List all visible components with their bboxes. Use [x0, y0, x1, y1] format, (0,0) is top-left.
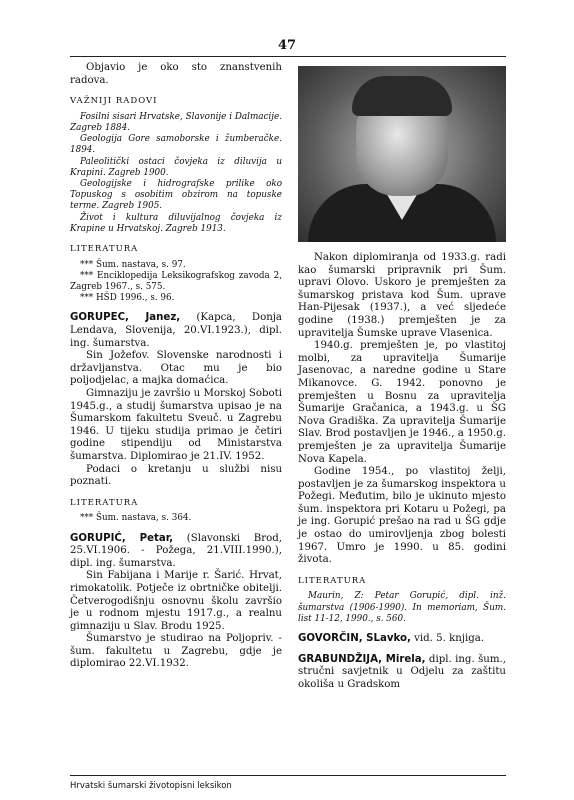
entry-bio: dipl. ing. šum., stručni savjetnik u Odjelu za zaštitu okoliša u Gradskom	[298, 653, 506, 690]
literature-item: *** HŠD 1996., s. 96.	[80, 293, 175, 304]
entry-paragraph: Sin Fabijana i Marije r. Šarić. Hrvat, rimokatolik. Potječe iz obrtničke obitelji. Četverogodišnju osnovnu školu završio je u rodnom mjestu 1917.g., a realnu gimnaziju u Slav. Brodu 1925.	[70, 570, 282, 632]
entry-grabundzija	[298, 654, 506, 692]
entry-paragraph: Podaci o kretanju u službi nisu poznati.	[70, 463, 282, 488]
entry-paragraph: Nakon diplomiranja od 1933.g. radi kao šumarski pripravnik pri Šum. upravi Olovo. Uskoro je premješten za šumarskog pristava kod Šum. uprave Han-Pijesak (1937.), a već sljedeće godine (1938.) premješten je za upravitelja Šumske uprave Vlasenica.	[298, 252, 506, 339]
literature-item: *** Šum. nastava, s. 97.	[80, 259, 186, 270]
work-item: Geologijske i hidrografske prilike oko Topuskog s osobitim obzirom na topuske terme. Zagreb 1905.	[70, 179, 282, 212]
right-column	[298, 62, 506, 691]
literature-item: *** Enciklopedija Leksikografskog zavoda 2, Zagreb 1967., s. 575.	[70, 270, 282, 293]
top-rule	[70, 56, 506, 57]
entry-name: GORUPEC, Janez,	[70, 312, 181, 324]
literature-item: Maurin, Z: Petar Gorupić, dipl. inž. šumarstva (1906-1990). In memoriam, Šum. list 11-12, 1990., s. 560.	[298, 591, 506, 624]
literature-heading: LITERATURA	[70, 497, 139, 508]
intro-text: Objavio je oko sto znanstvenih radova.	[70, 62, 282, 86]
work-item: Paleolitički ostaci čovjeka iz diluvija u Krapini. Zagreb 1900.	[70, 156, 282, 178]
entry-paragraph: Gimnaziju je završio u Morskoj Soboti 1945.g., a studij šumarstva upisao je na Šumarskom fakultetu Sveuč. u Zagrebu 1946. U tijeku studija primao je četiri godine stipendiju od Ministarstva šumarstva. Diplomirao je 21.IV. 1952.	[70, 387, 282, 462]
work-item: Život i kultura diluvijalnog čovjeka iz Krapine u Hrvatskoj. Zagreb 1913.	[70, 212, 282, 234]
entry-bio: (Kapca, Donja Lendava, Slovenija, 20.VI.1923.), dipl. ing. šumarstva.	[70, 312, 282, 349]
literature-item: *** Šum. nastava, s. 364.	[80, 513, 192, 524]
works-heading: VAŽNIJI RADOVI	[70, 96, 158, 107]
entry-paragraph: Godine 1954., po vlastitoj želji, postavljen je za šumarskog inspektora u Požegi. Međutim, bilo je ukinuto mjesto šum. inspektora pri Kotaru u Požegi, pa je ing. Gorupić prešao na rad u ŠG gdje je ostao do umirovljenja zbog bolesti 1967. Umro je 1990. u 85. godini života.	[298, 466, 506, 566]
work-item: Geologija Gore samoborske i žumberačke. 1894.	[70, 134, 282, 156]
literature-heading: LITERATURA	[70, 244, 139, 255]
entry-bio: vid. 5. knjiga.	[414, 633, 485, 645]
left-column	[70, 62, 282, 671]
entry-govorcin	[298, 633, 506, 646]
entry-gorupic	[70, 533, 282, 571]
work-item: Fosilni sisari Hrvatske, Slavonije i Dalmacije. Zagreb 1884.	[70, 111, 282, 133]
portrait-photo	[298, 66, 506, 242]
entry-name: GORUPIĆ, Petar,	[70, 532, 174, 544]
entry-paragraph: Šumarstvo je studirao na Poljopriv. - šum. fakultetu u Zagrebu, gdje je diplomirao 22.VI.1932.	[70, 633, 282, 670]
entry-bio: (Slavonski Brod, 25.VI.1906. - Požega, 21.VIII.1990.), dipl. ing. šumarstva.	[70, 532, 282, 569]
bottom-rule	[70, 775, 506, 776]
literature-heading: LITERATURA	[298, 575, 367, 586]
entry-paragraph: 1940.g. premješten je, po vlastitoj molbi, za upravitelja Šumarije Jasenovac, a naredne godine u Stare Mikanovce. G. 1942. ponovno je premješten u Bosnu za upravitelja Šumarije Gračanica, a 1943.g. u ŠG Nova Gradiška. Za upravitelja Šumarije Slav. Brod postavljen je 1946., a 1950.g. premješten je za upravitelja Šumarije Nova Kapela.	[298, 340, 506, 465]
entry-name: GRABUNDŽIJA, Mirela,	[298, 653, 426, 665]
entry-name: GOVORČIN, SLavko,	[298, 633, 411, 645]
footer-text: Hrvatski šumarski životopisni leksikon	[70, 781, 232, 791]
entry-gorupec	[70, 312, 282, 350]
entry-paragraph: Sin Jožefov. Slovenske narodnosti i državljanstva. Otac mu je bio poljodjelac, a majka domaćica.	[70, 350, 282, 387]
page-number: 47	[277, 38, 297, 53]
